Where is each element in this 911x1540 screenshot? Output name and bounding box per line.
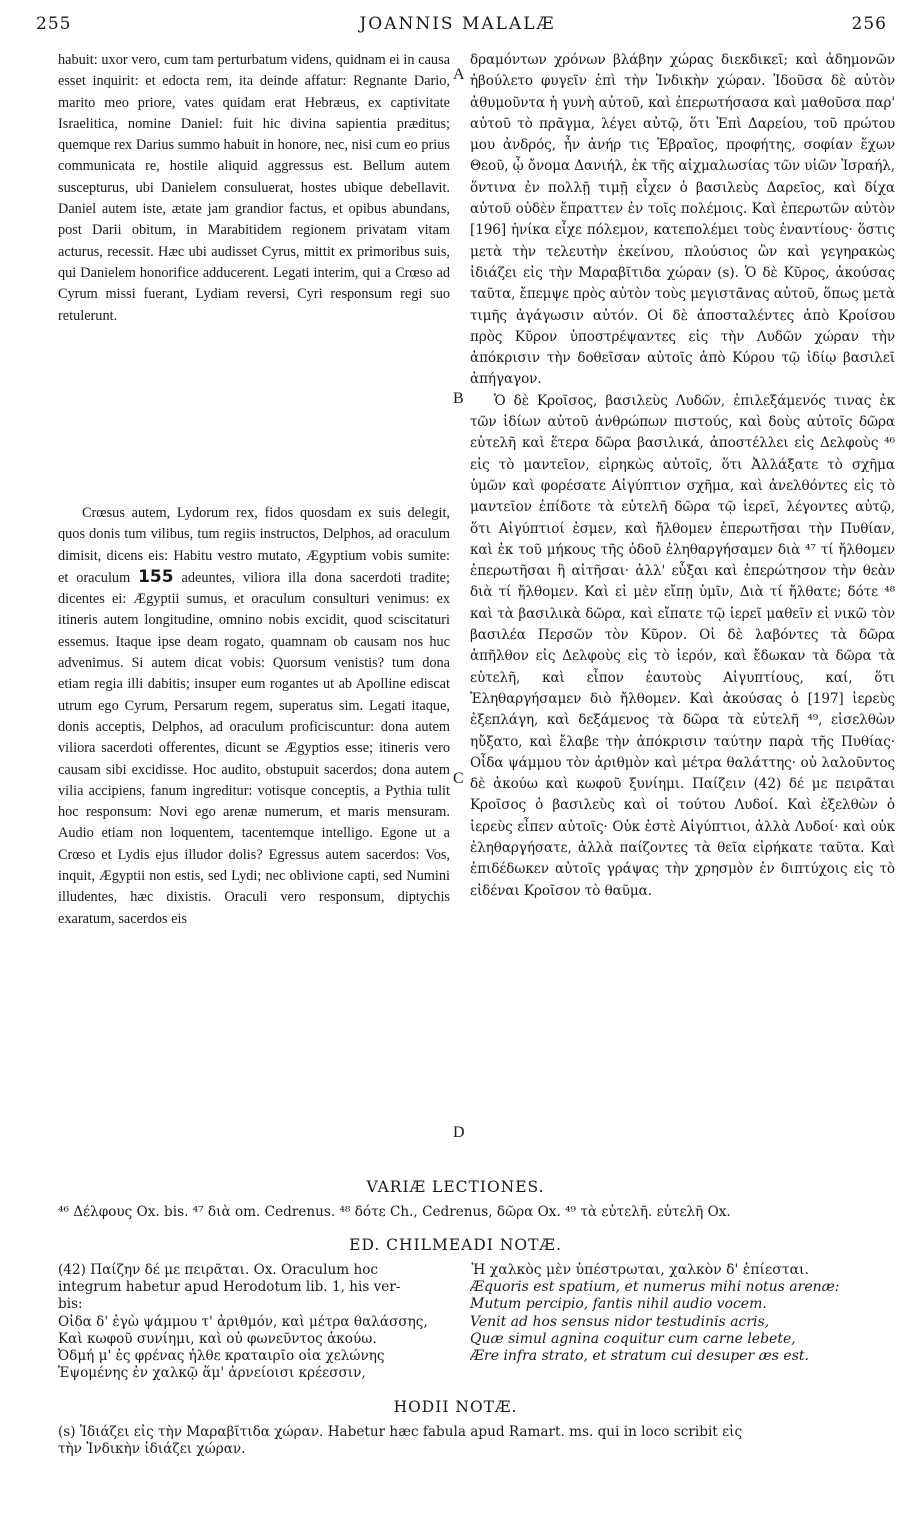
- latin-paragraph-1: habuit: uxor vero, cum tam perturbatum videns, quidnam ei in causa esset inquirit: et edocta rem, ita deinde affatur: Regnante Dario, marito meo priore, vates quidam erat Hebræus, ex captivitate Israelitica, nomine Daniel: fuit hic divina sapientia præditus; quemque rex Darius summo habuit in honore, nec, nisi cum eo prius communicata re, hostile aliquid aggressus est. Bellum autem suscepturus, ubi Danielem consuluerat, hostes ubique debellavit. Daniel autem iste, ætate jam grandior factus, et opibus abundans, post Darii obitum, in Marabitidem regionem privatam vitam acturus, recessit. Hæc ubi audisset Cyrus, mittit ex primoribus suis, qui Danielem honorifice adducerent. Legati interim, qui a Crœso ad Cyrum missi fuerant, Lydiam reversi, Cyri responsum regi suo retulerunt.: [58, 52, 450, 324]
- variae-lectiones-text: ⁴⁶ Δέλφους Ox. bis. ⁴⁷ διὰ om. Cedrenus. ⁴⁸ δότε Ch., Cedrenus, δῶρα Ox. ⁴⁹ τὰ εὐτελῆ. εὐτελῆ Ox.: [58, 1204, 731, 1220]
- page-number-left: 255: [36, 14, 72, 34]
- latin-paragraph-2-rest: adeuntes, viliora illa dona sacerdoti tradite; dicentes ei: Ægyptii sumus, et oraculum consulturi venimus: ex itineris autem longitudine, omnino nobis excidit, quod sciscitaturi essemus. Itaque ipse deam rogato, quamnam ob causam nos huc advenimus. Si autem dicat vobis: Quorsum venistis? tum dona etiam regia illi dabitis; insuper eum rogantes ut ab Apolline ediscat utrum ego Cyrum, Persarum regem, superatus sim. Legati itaque, donis acceptis, Delphos, ad oraculum proficiscuntur: dona autem viliora sacerdoti offerentes, dicunt se Ægyptios esse; itineris vero causam sibi excidisse. Hoc audito, obstupuit sacerdos; dona autem vilia accipiens, fanum ingreditur: votisque conceptis, a Pythia tulit hoc responsum: Novi ego arenæ numerum, et maris mensuram. Audio etiam non loquentem, tacentemque intelligo. Egone ut a Crœso et Lydis ejus illudor dolis? Egressus autem sacerdos: Vos, inquit, Ægyptii non estis, sed Lydi; nec oblivione capti, sed Numini illudentes, hæc dixistis. Oraculi vero responsum, diptychis exaratum, sacerdos eis: [58, 569, 450, 927]
- chilmead-line: Ὀδμή μ' ἐς φρένας ἦλθε κραταιρῖο οἷα χελώνης: [58, 1348, 385, 1365]
- chilmead-verse: Æquoris est spatium, et numerus mihi notus arenæ:: [470, 1279, 840, 1296]
- hodii-notes: [58, 1424, 891, 1458]
- latin-paragraph-2: [58, 503, 450, 930]
- margin-letter-a: A: [453, 66, 465, 83]
- greek-paragraph-1: δραμόντων χρόνων βλάβην χώρας διεκδικεῖ; καὶ ἀδημονῶν ἠβούλετο φυγεῖν ἐπὶ τὴν Ἰνδικὴν χώραν. Ἰδοῦσα δὲ αὐτὸν ἀθυμοῦντα ἡ γυνὴ αὐτοῦ, καὶ ἐπερωτήσασα καὶ μαθοῦσα παρ' αὐτοῦ τὸ πρᾶγμα, λέγει αὐτῷ, ὅτι Ἐπὶ Δαρείου, τοῦ πρώτου μου ἀνδρός, ἦν ἀνήρ τις Ἑβραῖος, προφήτης, σοφίαν ἔχων Θεοῦ, ᾧ ὄνομα Δανιήλ, ἐκ τῆς αἰχμαλωσίας τῶν υἱῶν Ἰσραήλ, ὅντινα ἐν πολλῇ τιμῇ εἶχεν ὁ βασιλεὺς Δαρεῖος, καὶ δίχα αὐτοῦ οὐδὲν ἔπραττεν ἐν τοῖς πολέμοις. Καὶ ἐπερωτῶν αὐτὸν [196] ἡνίκα εἶχε πόλεμον, κατεπολέμει τοὺς ἐναντίους· ὅστις μετὰ τὴν τελευτὴν ἐκείνου, πλούσιος ὢν καὶ γεγηρακὼς ἰδιάζει εἰς τὴν Μαραβῖτιδα χώραν (s). Ὁ δὲ Κῦρος, ἀκούσας ταῦτα, ἔπεμψε πρὸς αὐτὸν τοὺς μεγιστᾶνας αὐτοῦ, ὅπως μετὰ τιμῆς ἀγάγωσιν αὐτόν. Οἱ δὲ ἀποσταλέντες ἀπὸ Κροίσου πρὸς Κῦρον ὑποστρέψαντες εἰς τὴν Λυδῶν χώραν τὴν ἀπόκρισιν τὴν δοθεῖσαν αὐτοῖς ἀπὸ Κύρου τῷ ἰδίῳ βασιλεῖ ἀπήγαγον.: [470, 52, 895, 388]
- chilmead-verse: Ἧ χαλκὸς μὲν ὑπέστρωται, χαλκὸν δ' ἐπίεσται.: [470, 1262, 809, 1278]
- running-title: JOANNIS MALALÆ: [359, 14, 556, 34]
- hodii-line: (s) Ἰδιάζει εἰς τὴν Μαραβῖτιδα χώραν. Habetur hæc fabula apud Ramart. ms. qui in loco scribit εἰς: [58, 1424, 743, 1440]
- chilmead-line: (42) Παίζην δέ με πειρᾶται. Ox. Oraculum hoc: [58, 1262, 379, 1278]
- chilmead-line: Ἑψομένης ἐν χαλκῷ ἅμ' ἀρνείοισι κρέεσσιν,: [58, 1365, 366, 1382]
- chilmead-verse: Mutum percipio, fantis nihil audio vocem.: [470, 1296, 767, 1313]
- chilmead-line: Καὶ κωφοῦ συνίημι, καὶ οὐ φωνεῦντος ἀκούω.: [58, 1330, 377, 1347]
- page-number-right: 256: [851, 14, 887, 34]
- chilmead-line: Οἶδα δ' ἐγὼ ψάμμου τ' ἀριθμόν, καὶ μέτρα θαλάσσης,: [58, 1313, 428, 1330]
- chilmead-verse: Quæ simul agnina coquitur cum carne lebete,: [470, 1330, 796, 1347]
- hodii-line: τὴν Ἰνδικὴν ἰδιάζει χώραν.: [58, 1441, 246, 1457]
- latin-paragraph-2-start: Crœsus autem, Lydorum rex, fidos quosdam ex suis delegit, quos donis tum vilibus, tum regiis instructos, Delphos, ad oraculum dimisit, dicens eis: Habitu vestro mutato, Ægyptium vobis sumite: et oraculum: [58, 505, 450, 586]
- greek-paragraph-2: Ὁ δὲ Κροῖσος, βασιλεὺς Λυδῶν, ἐπιλεξάμενός τινας ἐκ τῶν ἰδίων αὐτοῦ ἀνθρώπων πιστούς, καὶ δοὺς αὐτοῖς δῶρα εὐτελῆ καὶ ἕτερα δῶρα βασιλικά, ἀποστέλλει εἰς Δελφοὺς ⁴⁶ εἰς τὸ μαντεῖον, εἰρηκὼς αὐτοῖς, ὅτι Ἀλλάξατε τὸ σχῆμα ὑμῶν καὶ φορέσατε Αἰγύπτιον σχῆμα, καὶ ἀνελθόντες εἰς τὸ μαντεῖον ἐπίδοτε τὰ εὐτελῆ δῶρα τῷ ἱερεῖ, λέγοντες αὐτῷ, ὅτι Αἰγύπτιοί ἐσμεν, καὶ ἤλθομεν ἐπερωτῆσαι τὴν Πυθίαν, καὶ ἐκ τοῦ μήκους τῆς ὁδοῦ ἐληθαργήσαμεν διὰ ⁴⁷ τί ἤλθομεν ἐπερωτῆσαι ἢ αἰτῆσαι· ἀλλ' εὖξαι καὶ ἐπερώτησον τὴν θεὰν διὰ τί ἤλθομεν. Καὶ εἰ μὲν εἴπῃ ὑμῖν, Διὰ τί ἤλθατε; δότε ⁴⁸ καὶ τὰ βασιλικὰ δῶρα, καὶ εἴπατε τῷ ἱερεῖ μαθεῖν εἰ νικῶ τὸν βασιλέα Περσῶν τὸν Κῦρον. Οἱ δὲ λαβόντες τὰ δῶρα ἀπῆλθον εἰς Δελφοὺς εἰς τὸ ἱερόν, καὶ ἔδωκαν τὰ δῶρα τὰ εὐτελῆ, καὶ εἶπον ἑαυτοὺς Αἰγυπτίους, καί, ὅτι Ἐληθαργήσαμεν διὸ ἤλθομεν. Καὶ ἀκούσας ὁ [197] ἱερεὺς ἐξεπλάγη, καὶ δεξάμενος τὰ δῶρα τὰ εὐτελῆ ⁴⁹, εἰσελθὼν ηὔξατο, καὶ ἔλαβε τὴν ἀπόκρισιν ταύτην παρὰ τῆς Πυθίας· Οἶδα ψάμμου τὸν ἀριθμὸν καὶ μέτρα θαλάττης· οὐ λαλοῦντος δὲ ἀκούω καὶ κωφοῦ ξυνίημι. Παίζειν (42) δέ με πειρᾶται Κροῖσος ὁ βασιλεὺς καὶ οἱ τούτου Λυδοί. Καὶ ἐξελθὼν ὁ ἱερεὺς εἶπεν αὐτοῖς· Οὐκ ἐστὲ Αἰγύπτιοι, ἀλλὰ Λυδοί· καὶ οὐκ ἐληθαργήσατε, ἀλλὰ παίζοντες τὰ θεῖα εἰρήκατε ταῦτα. Καὶ ἐπιδέδωκεν αὐτοῖς γράψας τὴν χρησμὸν ἐν διπτύχοις εἰς τὸ εἰδέναι Κροῖσον τὸ θαῦμα.: [470, 392, 895, 899]
- margin-letter-d: D: [453, 1124, 465, 1141]
- chilmead-notes-left: [58, 1262, 448, 1382]
- variae-lectiones-title: VARIÆ LECTIONES.: [366, 1178, 545, 1196]
- latin-column: [58, 50, 450, 1168]
- hodii-notes-title: HODII NOTÆ.: [393, 1398, 518, 1416]
- chilmead-line: integrum habetur apud Herodotum lib. 1, his ver-: [58, 1279, 401, 1296]
- greek-column: [470, 50, 895, 1168]
- chilmead-line: bis:: [58, 1296, 83, 1313]
- chilmead-verse: Venit ad hos sensus nidor testudinis acris,: [470, 1313, 770, 1330]
- chilmead-notes-right: [470, 1262, 890, 1365]
- chilmead-verse: Ære infra strato, et stratum cui desuper æs est.: [470, 1348, 809, 1365]
- running-header: [18, 14, 897, 40]
- margin-letter-c: C: [453, 770, 464, 787]
- page-marker: 155: [138, 566, 174, 587]
- chilmead-notes-title: ED. CHILMEADI NOTÆ.: [349, 1236, 562, 1254]
- margin-letter-b: B: [453, 390, 464, 407]
